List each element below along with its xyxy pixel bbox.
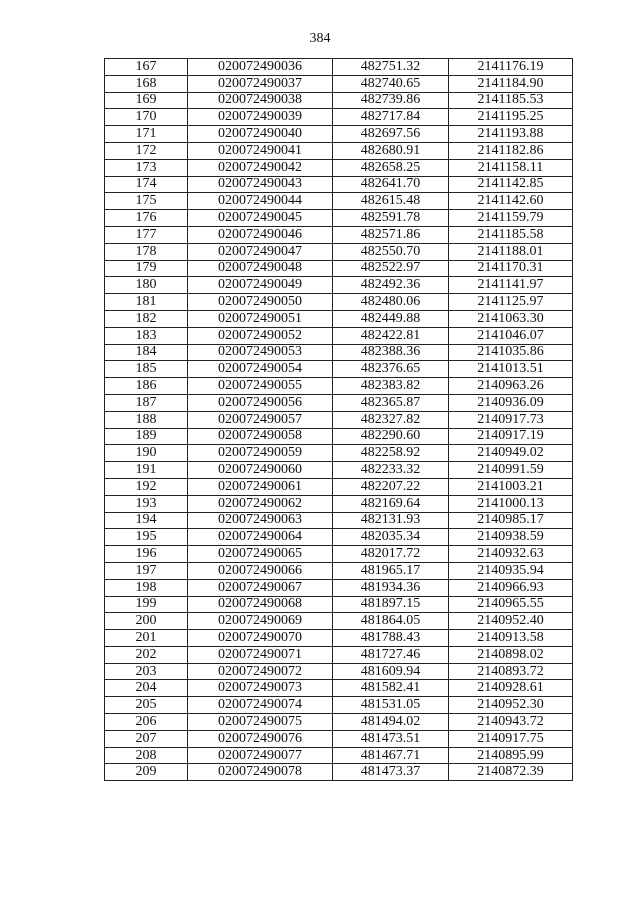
row-number-cell: 173 [105, 159, 188, 176]
table-row [105, 193, 573, 210]
x-coordinate-cell: 481609.94 [333, 663, 449, 680]
table-row [105, 411, 573, 428]
row-number-cell: 184 [105, 344, 188, 361]
x-coordinate-cell: 482207.22 [333, 478, 449, 495]
cadastral-id-cell: 020072490066 [188, 562, 333, 579]
row-number-cell: 174 [105, 176, 188, 193]
table-row [105, 109, 573, 126]
table-row [105, 59, 573, 76]
row-number-cell: 204 [105, 680, 188, 697]
cadastral-id-cell: 020072490045 [188, 210, 333, 227]
x-coordinate-cell: 482383.82 [333, 378, 449, 395]
cadastral-id-cell: 020072490070 [188, 630, 333, 647]
y-coordinate-cell: 2141035.86 [449, 344, 573, 361]
table-row [105, 277, 573, 294]
table-row [105, 92, 573, 109]
cadastral-id-cell: 020072490069 [188, 613, 333, 630]
y-coordinate-cell: 2141159.79 [449, 210, 573, 227]
cadastral-id-cell: 020072490058 [188, 428, 333, 445]
row-number-cell: 197 [105, 562, 188, 579]
row-number-cell: 180 [105, 277, 188, 294]
x-coordinate-cell: 482169.64 [333, 495, 449, 512]
x-coordinate-cell: 482615.48 [333, 193, 449, 210]
row-number-cell: 195 [105, 529, 188, 546]
table-row [105, 495, 573, 512]
cadastral-id-cell: 020072490077 [188, 747, 333, 764]
cadastral-id-cell: 020072490074 [188, 697, 333, 714]
y-coordinate-cell: 2141158.11 [449, 159, 573, 176]
row-number-cell: 196 [105, 546, 188, 563]
row-number-cell: 200 [105, 613, 188, 630]
row-number-cell: 188 [105, 411, 188, 428]
table-row [105, 243, 573, 260]
table-row [105, 680, 573, 697]
row-number-cell: 207 [105, 730, 188, 747]
table-row [105, 546, 573, 563]
y-coordinate-cell: 2140917.19 [449, 428, 573, 445]
y-coordinate-cell: 2140932.63 [449, 546, 573, 563]
x-coordinate-cell: 482641.70 [333, 176, 449, 193]
row-number-cell: 186 [105, 378, 188, 395]
cadastral-id-cell: 020072490062 [188, 495, 333, 512]
x-coordinate-cell: 482751.32 [333, 59, 449, 76]
x-coordinate-cell: 482522.97 [333, 260, 449, 277]
x-coordinate-cell: 482035.34 [333, 529, 449, 546]
x-coordinate-cell: 482365.87 [333, 394, 449, 411]
y-coordinate-cell: 2140928.61 [449, 680, 573, 697]
y-coordinate-cell: 2141195.25 [449, 109, 573, 126]
table-row [105, 260, 573, 277]
x-coordinate-cell: 481788.43 [333, 630, 449, 647]
y-coordinate-cell: 2141013.51 [449, 361, 573, 378]
y-coordinate-cell: 2140991.59 [449, 462, 573, 479]
cadastral-id-cell: 020072490041 [188, 142, 333, 159]
x-coordinate-cell: 481473.37 [333, 764, 449, 781]
y-coordinate-cell: 2141193.88 [449, 126, 573, 143]
table-row [105, 142, 573, 159]
table-row [105, 394, 573, 411]
row-number-cell: 208 [105, 747, 188, 764]
x-coordinate-cell: 481965.17 [333, 562, 449, 579]
cadastral-id-cell: 020072490050 [188, 294, 333, 311]
cadastral-id-cell: 020072490051 [188, 310, 333, 327]
row-number-cell: 206 [105, 714, 188, 731]
y-coordinate-cell: 2140963.26 [449, 378, 573, 395]
x-coordinate-cell: 482290.60 [333, 428, 449, 445]
y-coordinate-cell: 2140985.17 [449, 512, 573, 529]
cadastral-id-cell: 020072490049 [188, 277, 333, 294]
row-number-cell: 181 [105, 294, 188, 311]
cadastral-id-cell: 020072490038 [188, 92, 333, 109]
table-row [105, 512, 573, 529]
y-coordinate-cell: 2141046.07 [449, 327, 573, 344]
y-coordinate-cell: 2140952.40 [449, 613, 573, 630]
cadastral-id-cell: 020072490060 [188, 462, 333, 479]
x-coordinate-cell: 481473.51 [333, 730, 449, 747]
y-coordinate-cell: 2140895.99 [449, 747, 573, 764]
row-number-cell: 199 [105, 596, 188, 613]
cadastral-id-cell: 020072490046 [188, 226, 333, 243]
x-coordinate-cell: 482327.82 [333, 411, 449, 428]
row-number-cell: 179 [105, 260, 188, 277]
y-coordinate-cell: 2141125.97 [449, 294, 573, 311]
cadastral-id-cell: 020072490057 [188, 411, 333, 428]
row-number-cell: 183 [105, 327, 188, 344]
row-number-cell: 169 [105, 92, 188, 109]
table-row [105, 294, 573, 311]
cadastral-id-cell: 020072490068 [188, 596, 333, 613]
table-row [105, 562, 573, 579]
table-row [105, 126, 573, 143]
cadastral-id-cell: 020072490043 [188, 176, 333, 193]
cadastral-id-cell: 020072490047 [188, 243, 333, 260]
y-coordinate-cell: 2141185.53 [449, 92, 573, 109]
y-coordinate-cell: 2140965.55 [449, 596, 573, 613]
row-number-cell: 168 [105, 75, 188, 92]
x-coordinate-cell: 481897.15 [333, 596, 449, 613]
row-number-cell: 205 [105, 697, 188, 714]
table-row [105, 764, 573, 781]
row-number-cell: 175 [105, 193, 188, 210]
table-row [105, 529, 573, 546]
table-row [105, 75, 573, 92]
cadastral-id-cell: 020072490059 [188, 445, 333, 462]
row-number-cell: 194 [105, 512, 188, 529]
cadastral-id-cell: 020072490054 [188, 361, 333, 378]
cadastral-id-cell: 020072490063 [188, 512, 333, 529]
table-row [105, 361, 573, 378]
y-coordinate-cell: 2141000.13 [449, 495, 573, 512]
coordinates-table-body [105, 59, 573, 781]
y-coordinate-cell: 2140917.75 [449, 730, 573, 747]
table-row [105, 646, 573, 663]
row-number-cell: 182 [105, 310, 188, 327]
table-row [105, 327, 573, 344]
row-number-cell: 192 [105, 478, 188, 495]
row-number-cell: 190 [105, 445, 188, 462]
y-coordinate-cell: 2141003.21 [449, 478, 573, 495]
row-number-cell: 178 [105, 243, 188, 260]
table-row [105, 697, 573, 714]
x-coordinate-cell: 482697.56 [333, 126, 449, 143]
y-coordinate-cell: 2140952.30 [449, 697, 573, 714]
x-coordinate-cell: 482658.25 [333, 159, 449, 176]
x-coordinate-cell: 481934.36 [333, 579, 449, 596]
table-row [105, 478, 573, 495]
y-coordinate-cell: 2140893.72 [449, 663, 573, 680]
row-number-cell: 193 [105, 495, 188, 512]
x-coordinate-cell: 482131.93 [333, 512, 449, 529]
cadastral-id-cell: 020072490044 [188, 193, 333, 210]
x-coordinate-cell: 481864.05 [333, 613, 449, 630]
page-number: 384 [309, 31, 331, 46]
x-coordinate-cell: 482449.88 [333, 310, 449, 327]
table-row [105, 663, 573, 680]
x-coordinate-cell: 481727.46 [333, 646, 449, 663]
row-number-cell: 176 [105, 210, 188, 227]
table-row [105, 730, 573, 747]
cadastral-id-cell: 020072490039 [188, 109, 333, 126]
y-coordinate-cell: 2141063.30 [449, 310, 573, 327]
cadastral-id-cell: 020072490072 [188, 663, 333, 680]
row-number-cell: 167 [105, 59, 188, 76]
y-coordinate-cell: 2141188.01 [449, 243, 573, 260]
table-row [105, 378, 573, 395]
cadastral-id-cell: 020072490052 [188, 327, 333, 344]
y-coordinate-cell: 2141185.58 [449, 226, 573, 243]
table-row [105, 210, 573, 227]
cadastral-id-cell: 020072490037 [188, 75, 333, 92]
row-number-cell: 191 [105, 462, 188, 479]
table-row [105, 344, 573, 361]
x-coordinate-cell: 482492.36 [333, 277, 449, 294]
table-row [105, 445, 573, 462]
x-coordinate-cell: 482480.06 [333, 294, 449, 311]
x-coordinate-cell: 482017.72 [333, 546, 449, 563]
x-coordinate-cell: 482376.65 [333, 361, 449, 378]
cadastral-id-cell: 020072490064 [188, 529, 333, 546]
row-number-cell: 189 [105, 428, 188, 445]
x-coordinate-cell: 481467.71 [333, 747, 449, 764]
x-coordinate-cell: 482740.65 [333, 75, 449, 92]
cadastral-id-cell: 020072490071 [188, 646, 333, 663]
y-coordinate-cell: 2140935.94 [449, 562, 573, 579]
table-row [105, 596, 573, 613]
row-number-cell: 202 [105, 646, 188, 663]
table-row [105, 159, 573, 176]
cadastral-id-cell: 020072490056 [188, 394, 333, 411]
x-coordinate-cell: 482680.91 [333, 142, 449, 159]
x-coordinate-cell: 481494.02 [333, 714, 449, 731]
y-coordinate-cell: 2141170.31 [449, 260, 573, 277]
y-coordinate-cell: 2141141.97 [449, 277, 573, 294]
x-coordinate-cell: 482571.86 [333, 226, 449, 243]
table-row [105, 714, 573, 731]
cadastral-id-cell: 020072490042 [188, 159, 333, 176]
cadastral-id-cell: 020072490040 [188, 126, 333, 143]
row-number-cell: 187 [105, 394, 188, 411]
cadastral-id-cell: 020072490048 [188, 260, 333, 277]
row-number-cell: 185 [105, 361, 188, 378]
y-coordinate-cell: 2140949.02 [449, 445, 573, 462]
cadastral-id-cell: 020072490076 [188, 730, 333, 747]
cadastral-id-cell: 020072490061 [188, 478, 333, 495]
row-number-cell: 170 [105, 109, 188, 126]
cadastral-id-cell: 020072490053 [188, 344, 333, 361]
x-coordinate-cell: 482233.32 [333, 462, 449, 479]
cadastral-id-cell: 020072490067 [188, 579, 333, 596]
x-coordinate-cell: 482739.86 [333, 92, 449, 109]
y-coordinate-cell: 2140872.39 [449, 764, 573, 781]
y-coordinate-cell: 2140936.09 [449, 394, 573, 411]
coordinates-table [104, 58, 573, 781]
cadastral-id-cell: 020072490075 [188, 714, 333, 731]
y-coordinate-cell: 2141142.85 [449, 176, 573, 193]
y-coordinate-cell: 2141176.19 [449, 59, 573, 76]
y-coordinate-cell: 2140898.02 [449, 646, 573, 663]
row-number-cell: 201 [105, 630, 188, 647]
x-coordinate-cell: 482388.36 [333, 344, 449, 361]
x-coordinate-cell: 482422.81 [333, 327, 449, 344]
table-row [105, 176, 573, 193]
y-coordinate-cell: 2141182.86 [449, 142, 573, 159]
table-row [105, 310, 573, 327]
x-coordinate-cell: 481582.41 [333, 680, 449, 697]
x-coordinate-cell: 482258.92 [333, 445, 449, 462]
x-coordinate-cell: 482550.70 [333, 243, 449, 260]
row-number-cell: 203 [105, 663, 188, 680]
cadastral-id-cell: 020072490055 [188, 378, 333, 395]
table-row [105, 428, 573, 445]
row-number-cell: 198 [105, 579, 188, 596]
table-row [105, 462, 573, 479]
table-row [105, 579, 573, 596]
cadastral-id-cell: 020072490065 [188, 546, 333, 563]
table-row [105, 630, 573, 647]
row-number-cell: 209 [105, 764, 188, 781]
y-coordinate-cell: 2141184.90 [449, 75, 573, 92]
row-number-cell: 172 [105, 142, 188, 159]
table-row [105, 747, 573, 764]
row-number-cell: 177 [105, 226, 188, 243]
y-coordinate-cell: 2141142.60 [449, 193, 573, 210]
y-coordinate-cell: 2140966.93 [449, 579, 573, 596]
y-coordinate-cell: 2140938.59 [449, 529, 573, 546]
cadastral-id-cell: 020072490073 [188, 680, 333, 697]
y-coordinate-cell: 2140943.72 [449, 714, 573, 731]
x-coordinate-cell: 481531.05 [333, 697, 449, 714]
cadastral-id-cell: 020072490036 [188, 59, 333, 76]
y-coordinate-cell: 2140917.73 [449, 411, 573, 428]
x-coordinate-cell: 482591.78 [333, 210, 449, 227]
table-row [105, 226, 573, 243]
row-number-cell: 171 [105, 126, 188, 143]
table-row [105, 613, 573, 630]
y-coordinate-cell: 2140913.58 [449, 630, 573, 647]
x-coordinate-cell: 482717.84 [333, 109, 449, 126]
cadastral-id-cell: 020072490078 [188, 764, 333, 781]
